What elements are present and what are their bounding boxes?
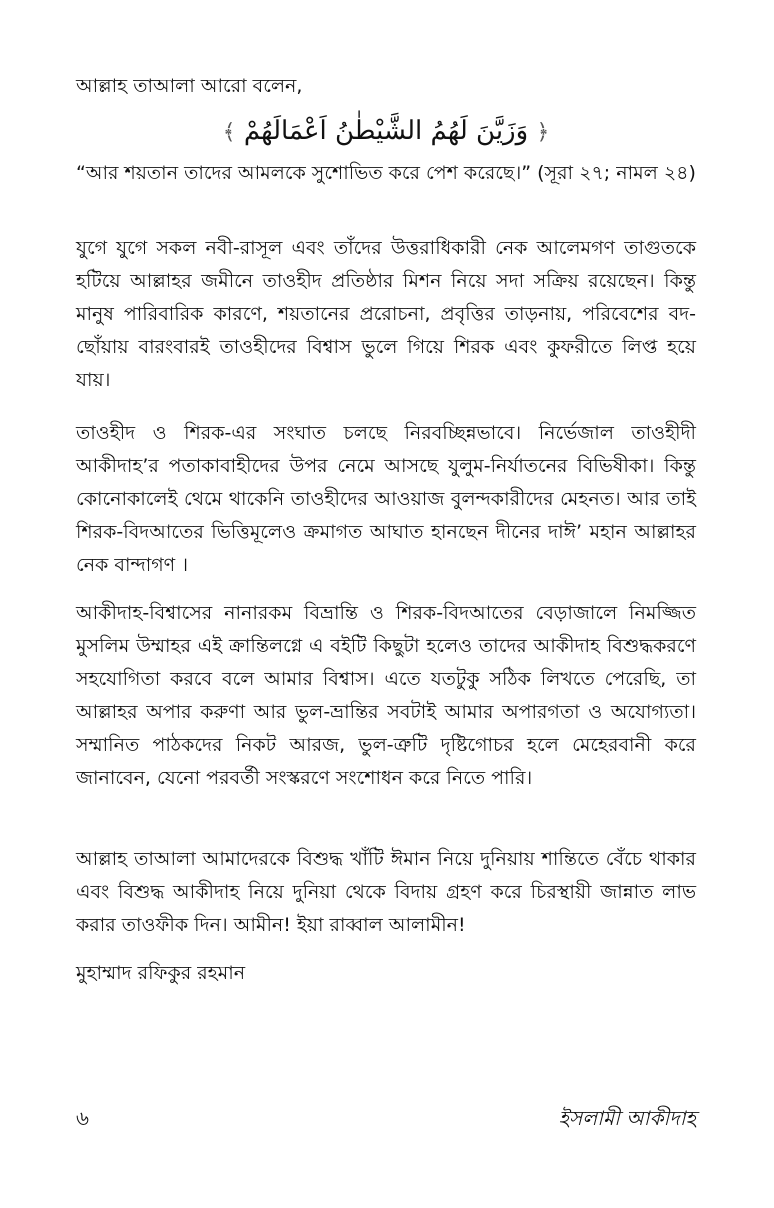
- running-title: ইসলামী আকীদাহ: [558, 1106, 696, 1130]
- author-signature: মুহাম্মাদ রফিকুর রহমান: [76, 962, 246, 984]
- quranic-verse: [76, 111, 696, 153]
- paragraph-2: তাওহীদ ও শিরক-এর সংঘাত চলছে নিরবচ্ছিন্নভাবে। নির্ভেজাল তাওহীদী আকীদাহ’র পতাকাবাহীদের উপর নেমে আসছে যুলুম-নির্যাতনের বিভিষীকা। কিন্তু কোনোকালেই থেমে থাকেনি তাওহীদের আওয়াজ বুলন্দকারীদের মেহনত। আর তাই শিরক-বিদআতের ভিত্তিমূলেও ক্রমাগত আঘাত হানছেন দীনের দাঈ’ মহান আল্লাহর নেক বান্দাগণ ।: [76, 422, 696, 576]
- verse-text: وَزَيَّنَ لَهُمُ الشَّيْطٰنُ اَعْمَالَهُمْ: [243, 116, 529, 146]
- page-number: ৬: [76, 1106, 90, 1130]
- paragraph-3: আকীদাহ-বিশ্বাসের নানারকম বিভ্রান্তি ও শিরক-বিদআতের বেড়াজালে নিমজ্জিত মুসলিম উম্মাহর এই ক্রান্তিলগ্নে এ বইটি কিছুটা হলেও তাদের আকীদাহ বিশুদ্ধকরণে সহযোগিতা করবে বলে আমার বিশ্বাস। এতে যতটুকু সঠিক লিখতে পেরেছি, তা আল্লাহর অপার করুণা আর ভুল-ভ্রান্তির সবটাই আমার অপারগতা ও অযোগ্যতা। সম্মানিত পাঠকদের নিকট আরজ, ভুল-ত্রুটি দৃষ্টিগোচর হলে মেহেরবানী করে জানাবেন, যেনো পরবর্তী সংস্করণে সংশোধন করে নিতে পারি।: [76, 602, 696, 789]
- ornate-bracket-close: ﴾: [222, 120, 236, 145]
- ornate-bracket-open: ﴿: [536, 120, 550, 145]
- paragraph-4: আল্লাহ তাআলা আমাদেরকে বিশুদ্ধ খাঁটি ঈমান নিয়ে দুনিয়ায় শান্তিতে বেঁচে থাকার এবং বিশুদ্ধ আকীদাহ নিয়ে দুনিয়া থেকে বিদায় গ্রহণ করে চিরস্থায়ী জান্নাত লাভ করার তাওফীক দিন। আমীন! ইয়া রাব্বাল আলামীন!: [76, 848, 696, 936]
- paragraph-1: যুগে যুগে সকল নবী-রাসূল এবং তাঁদের উত্তরাধিকারী নেক আলেমগণ তাগুতকে হটিয়ে আল্লাহর জমীনে তাওহীদ প্রতিষ্ঠার মিশন নিয়ে সদা সক্রিয় রয়েছেন। কিন্তু মানুষ পারিবারিক কারণে, শয়তানের প্ররোচনা, প্রবৃত্তির তাড়নায়, পরিবেশের বদ-ছোঁয়ায় বারংবারই তাওহীদের বিশ্বাস ভুলে গিয়ে শিরক এবং কুফরীতে লিপ্ত হয়ে যায়।: [76, 237, 696, 391]
- verse-translation: “আর শয়তান তাদের আমলকে সুশোভিত করে পেশ করেছে।” (সূরা ২৭; নামল ২৪): [76, 162, 696, 184]
- intro-line: আল্লাহ তাআলা আরো বলেন,: [76, 75, 303, 97]
